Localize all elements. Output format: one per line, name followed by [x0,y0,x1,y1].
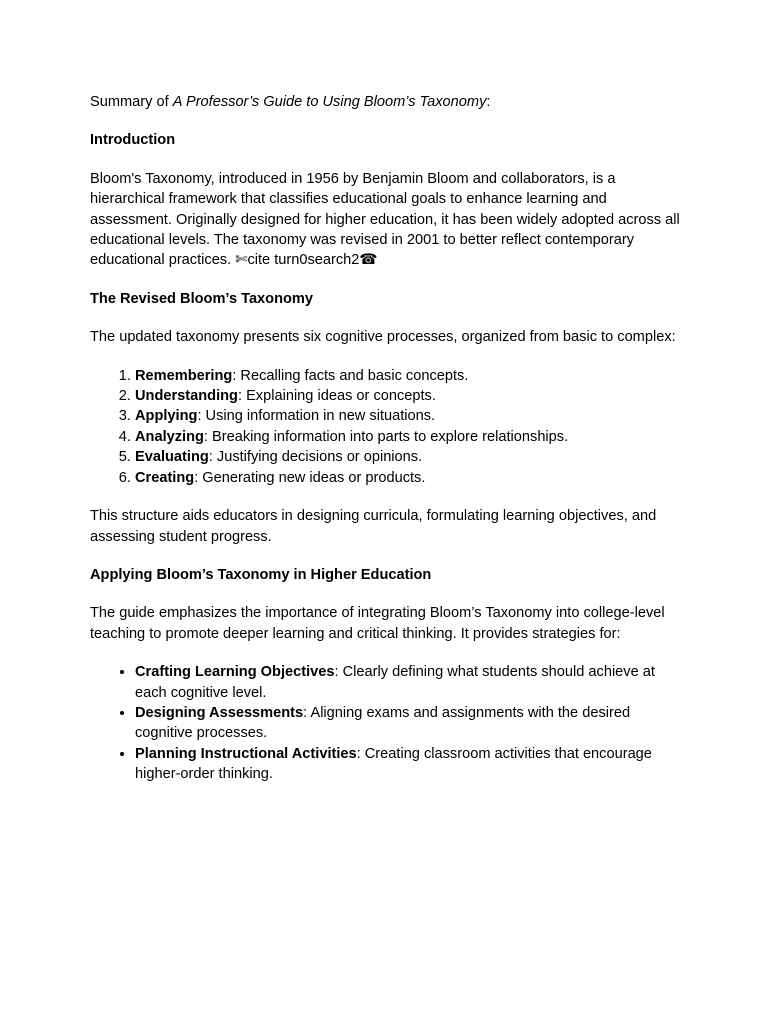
list-item [135,447,690,467]
intro-body: Bloom's Taxonomy, introduced in 1956 by Benjamin Bloom and collaborators, is a hierarchical framework that classifies educational goals to enhance learning and assessment. Originally designed for higher education, it has been widely adopted across all educational levels. The taxonomy was revised in 2001 to better reflect contemporary educational practices. ✄cite turn0search2☎ [90,170,680,269]
summary-prefix: Summary of [90,94,173,110]
list-item-desc: : Creating classroom activities that encourage higher-order thinking. [135,745,652,783]
revised-heading: The Revised Bloom’s Taxonomy [90,290,314,307]
list-item [135,703,690,744]
revised-closing: This structure aids educators in designing curricula, formulating learning objectives, and assessing student progress. [90,508,657,545]
list-item-desc: : Clearly defining what students should achieve at each cognitive level. [135,664,655,701]
list-item-term: Planning Instructional Activities [135,745,357,762]
document-title: A Professor’s Guide to Using Bloom’s Taxonomy [172,94,487,110]
list-item [135,406,690,426]
list-item-term: Designing Assessments [135,704,304,721]
list-item-desc: : Breaking information into parts to explore relationships. [203,428,569,445]
list-item-term: Remembering [135,367,233,384]
list-item-desc: : Justifying decisions or opinions. [208,449,423,466]
list-item [135,662,690,703]
list-item-term: Evaluating [135,449,209,466]
list-item-term: Creating [135,469,195,486]
list-item-desc: : Aligning exams and assignments with the desired cognitive processes. [135,704,631,742]
applying-heading: Applying Bloom’s Taxonomy in Higher Education [90,566,432,583]
list-item [135,468,690,488]
list-item [135,366,690,386]
summary-suffix: : [486,94,491,110]
list-item-term: Applying [135,408,198,425]
list-item-term: Understanding [135,388,238,405]
summary-line [90,92,690,112]
list-item-term: Analyzing [135,428,204,445]
list-item-term: Crafting Learning Objectives [135,664,335,681]
list-item-desc: : Explaining ideas or concepts. [237,388,436,405]
list-item-desc: : Recalling facts and basic concepts. [232,367,469,384]
list-item [135,427,690,447]
list-item-desc: : Using information in new situations. [197,408,436,425]
intro-heading: Introduction [90,132,176,149]
cognitive-process-list [90,366,690,488]
list-item [135,386,690,406]
applying-lead: The guide emphasizes the importance of integrating Bloom’s Taxonomy into college-level teaching to promote deeper learning and critical thinking. It provides strategies for: [90,605,665,642]
list-item-desc: : Generating new ideas or products. [194,469,426,486]
list-item [135,744,690,785]
revised-lead: The updated taxonomy presents six cognitive processes, organized from basic to complex: [90,329,676,346]
strategy-list [90,662,690,784]
document-page [90,92,690,803]
